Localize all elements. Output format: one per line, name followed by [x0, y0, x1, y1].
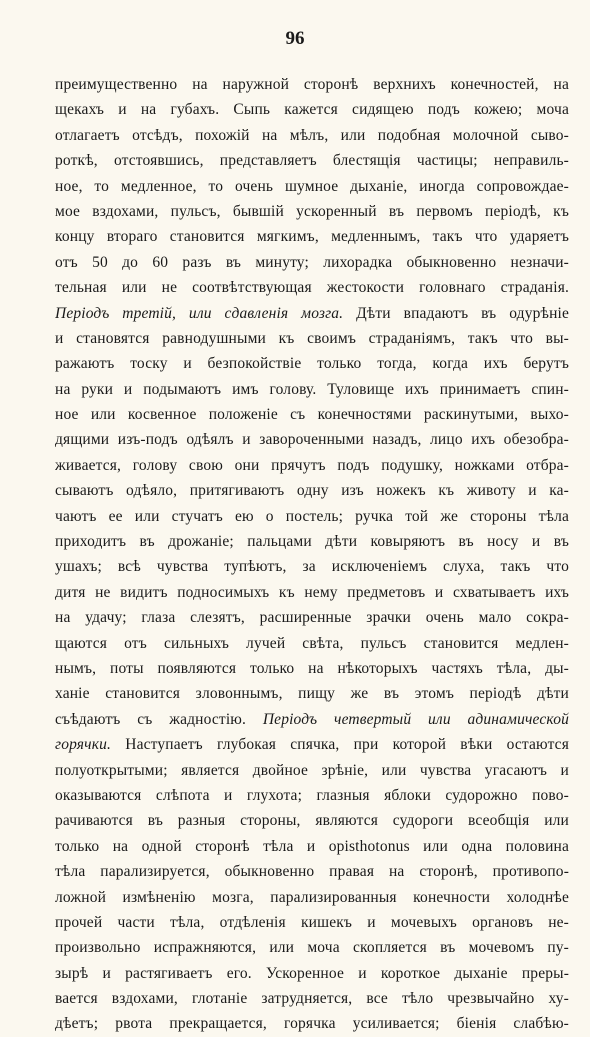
text-line	[55, 758, 569, 783]
text-line	[55, 504, 569, 529]
text-run: ное или косвенное положеніе съ конечностями раскинутыми, выхо-	[55, 406, 569, 424]
text-run: мое вздохами, пульсъ, бывшій ускоренный въ первомъ періодѣ, къ	[55, 202, 569, 220]
text-run: нымъ, поты появляются только на нѣкоторыхъ частяхъ тѣла, ды-	[55, 659, 569, 677]
text-line	[55, 224, 569, 249]
text-line	[55, 935, 569, 960]
text-line	[55, 427, 569, 452]
text-run: зырѣ и растягиваетъ его. Ускоренное и короткое дыханіе преры-	[55, 964, 569, 982]
italic-heading: Періодъ третій, или сдавленія мозга.	[55, 304, 344, 322]
text-line	[55, 808, 569, 833]
text-run: щекахъ и на губахъ. Сыпь кажется сидящею подъ кожею; моча	[55, 101, 569, 119]
body-text	[55, 72, 569, 1037]
text-run: оказываются слѣпота и глухота; глазныя яблоки судорожно пово-	[55, 786, 569, 804]
text-line	[55, 301, 569, 326]
text-run: сываютъ одѣяло, притягиваютъ одну изъ ножекъ къ животу и ка-	[55, 482, 569, 500]
text-run: живается, голову свою они прячутъ подъ подушку, ножками отбра-	[55, 456, 569, 474]
text-line	[55, 834, 569, 859]
text-run: отъ 50 до 60 разъ въ минуту; лихорадка обыкновенно незначи-	[55, 253, 569, 271]
text-run: рачиваются въ разныя стороны, являются судороги всеобщія или	[55, 812, 569, 830]
text-line	[55, 961, 569, 986]
text-line	[55, 453, 569, 478]
text-line	[55, 199, 569, 224]
text-line	[55, 554, 569, 579]
text-run: ражаютъ тоску и безпокойствіе только тогда, когда ихъ берутъ	[55, 355, 569, 373]
text-line	[55, 529, 569, 554]
text-line	[55, 402, 569, 427]
text-run: отлагаетъ отсѣдъ, похожій на мѣлъ, или подобная молочной сыво-	[55, 126, 569, 144]
text-line	[55, 732, 569, 757]
text-run: ханіе становится зловоннымъ, пищу же въ этомъ періодѣ дѣти	[55, 685, 569, 703]
text-line	[55, 174, 569, 199]
text-line	[55, 351, 569, 376]
text-run: тельная или не соотвѣтствующая жестокости головнаго страданія.	[55, 279, 569, 297]
text-line	[55, 478, 569, 503]
text-line	[55, 148, 569, 173]
text-run: дѣетъ; рвота прекращается, горячка усиливается; біенія слабѣю-	[55, 1015, 569, 1033]
text-line	[55, 707, 569, 732]
text-run: и становятся равнодушными къ своимъ страданіямъ, такъ что вы-	[55, 329, 569, 347]
text-line	[55, 910, 569, 935]
text-run: тѣла парализируется, обыкновенно правая на сторонѣ, противопо-	[55, 863, 569, 881]
text-run: Наступаетъ глубокая спячка, при которой вѣки остаются	[111, 736, 569, 754]
page-number: 96	[285, 28, 305, 49]
text-line	[55, 377, 569, 402]
text-run: концу втораго становится мягкимъ, медленнымъ, такъ что ударяетъ	[55, 228, 569, 246]
text-run: преимущественно на наружной сторонѣ верхнихъ конечностей, на	[55, 76, 569, 93]
text-run: ное, то медленное, то очень шумное дыханіе, иногда сопровождае-	[55, 177, 569, 195]
text-line	[55, 72, 569, 97]
text-run: на удачу; глаза слезятъ, расширенные зрачки очень мало сокра-	[55, 609, 569, 627]
text-line	[55, 986, 569, 1011]
text-run: съѣдаютъ съ жадностію.	[55, 710, 263, 728]
text-run: Дѣти впадаютъ въ одурѣніе	[343, 304, 569, 322]
text-run: ложной измѣненію мозга, парализированныя конечности холоднѣе	[55, 888, 569, 906]
text-run: вается вздохами, глотаніе затрудняется, все тѣло чрезвычайно ху-	[55, 990, 569, 1008]
text-line	[55, 326, 569, 351]
text-line	[55, 605, 569, 630]
text-line	[55, 123, 569, 148]
text-line	[55, 580, 569, 605]
text-line	[55, 783, 569, 808]
text-run: произвольно испражняются, или моча скопляется въ мочевомъ пу-	[55, 939, 569, 957]
text-line	[55, 681, 569, 706]
text-line	[55, 275, 569, 300]
text-run: на руки и подымаютъ имъ голову. Туловище ихъ принимаетъ спин-	[55, 380, 569, 398]
text-line	[55, 97, 569, 122]
text-run: ушахъ; всѣ чувства тупѣютъ, за исключеніемъ слуха, такъ что	[55, 558, 569, 576]
text-line	[55, 631, 569, 656]
text-run: дитя не видитъ подносимыхъ къ нему предметовъ и схватываетъ ихъ	[55, 583, 569, 601]
text-run: щаются отъ сильныхъ лучей свѣта, пульсъ становится медлен-	[55, 634, 569, 652]
italic-heading: горячки.	[55, 736, 112, 754]
text-run: роткѣ, отстоявшись, представляетъ блестящія частицы; неправиль-	[55, 152, 569, 170]
text-line	[55, 859, 569, 884]
text-run: только на одной сторонѣ тѣла и opisthotonus или одна половина	[55, 837, 569, 855]
text-run: полуоткрытыми; является двойное зрѣніе, или чувства угасаютъ и	[55, 761, 569, 779]
text-run: прочей части тѣла, отдѣленія кишекъ и мочевыхъ органовъ не-	[55, 913, 569, 931]
text-run: чаютъ ее или стучатъ ею о постель; ручка той же стороны тѣла	[55, 507, 569, 525]
text-run: дящими изъ-подъ одѣялъ и завороченными назадъ, лицо ихъ обезобра-	[55, 431, 569, 449]
text-line	[55, 1011, 569, 1036]
text-line	[55, 250, 569, 275]
text-run: приходитъ въ дрожаніе; пальцами дѣти ковыряютъ въ носу и въ	[55, 533, 569, 551]
text-line	[55, 885, 569, 910]
text-line	[55, 656, 569, 681]
italic-heading: Періодъ четвертый или адинамической	[262, 710, 569, 728]
